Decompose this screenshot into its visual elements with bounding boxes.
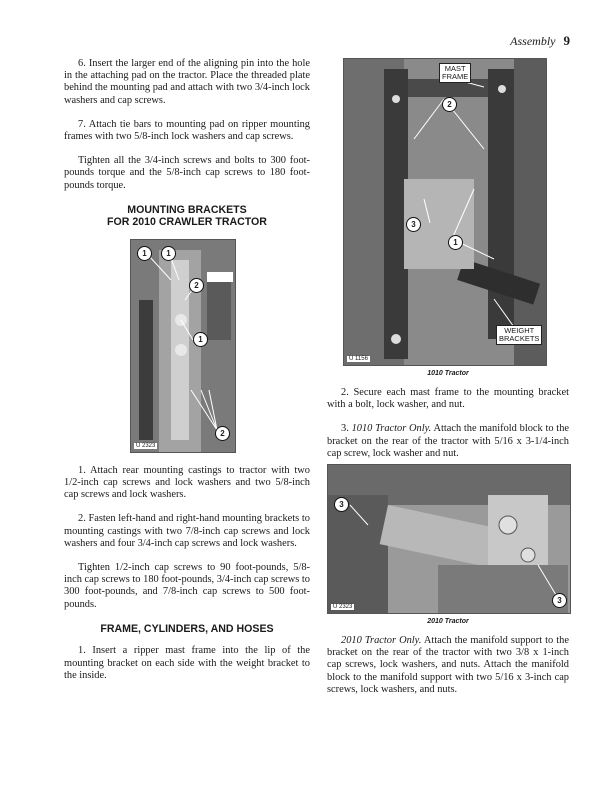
photo-code: U 2323	[333, 604, 353, 611]
right-column	[327, 58, 569, 708]
callout-3a: 3	[334, 497, 349, 512]
step-number: 3.	[341, 423, 352, 435]
heading-line-2: FOR 2010 CRAWLER TRACTOR	[107, 216, 267, 229]
step-1-paragraph: 1. Attach rear mounting castings to tractor with two 1/2-inch cap screws and lock washers and two 5/8-inch cap screws and lock washers.	[64, 464, 310, 501]
photo-caption-2010: 2010 Tractor	[427, 618, 469, 626]
label-line: FRAME	[442, 72, 469, 81]
callout-1c: 1	[193, 332, 208, 347]
frame-step-1-paragraph: 1. Insert a ripper mast frame into the lip of the mounting bracket on each side with the weight bracket to the inside.	[64, 645, 310, 681]
step-6-paragraph: 6. Insert the larger end of the aligning pin into the hole in the attaching pad on the tractor. Place the threaded plate behind the mounting pad and attach with two 3/4-inch lock washers and cap screws.	[64, 58, 310, 106]
photo-caption-1010: 1010 Tractor	[427, 370, 469, 377]
callout-1a: 1	[137, 246, 152, 261]
label-line: BRACKETS	[499, 334, 540, 343]
photo-illustration	[328, 465, 570, 613]
torque-paragraph: Tighten all the 3/4-inch screws and bolts to 300 foot-pounds torque and the 5/8-inch cap screws to 180 foot-pounds torque.	[64, 155, 310, 191]
tractor-only-label: 2010 Tractor Only.	[341, 635, 422, 647]
photo-code: U 2323	[136, 442, 156, 449]
mast-frame-label	[439, 63, 471, 83]
section-title: Assembly	[510, 34, 556, 48]
manifold-photo	[327, 464, 571, 614]
weight-brackets-label	[496, 325, 542, 345]
mounting-brackets-heading	[64, 204, 310, 229]
left-column	[64, 58, 310, 694]
step-text: Attach the manifold block to the bracket on the rear of the tractor with 5/16 x 3-1/4-inch cap screw, lock washer and nut.	[327, 423, 570, 459]
step-2-paragraph: 2. Fasten left-hand and right-hand mounting brackets to mounting castings with two 7/8-inch cap screws and lock washers and four 3/4-inch cap screws and lock washers.	[64, 513, 310, 549]
callout-1b: 1	[161, 246, 176, 261]
callout-3b: 3	[552, 593, 567, 608]
photo-code: U 1156	[349, 356, 368, 362]
step-3-paragraph	[327, 423, 569, 460]
page-header	[510, 33, 570, 49]
callout-1: 1	[448, 235, 463, 250]
page-number: 9	[563, 33, 570, 48]
heading-line-1: MOUNTING BRACKETS	[127, 203, 247, 216]
step-text: Attach the manifold support to the bracket on the rear of the tractor with two 3/8 x 1-inch cap screws, lock washers, and nuts. Attach the manifold block to the manifold support with two 5/16 x 3-inch cap screws, lock washers, and nuts.	[327, 635, 569, 695]
callout-2: 2	[442, 97, 457, 112]
mast-frame-photo	[343, 58, 547, 366]
label-line: MAST	[444, 64, 466, 73]
torque-2-paragraph: Tighten 1/2-inch cap screws to 90 foot-pounds, 5/8-inch cap screws to 180 foot-pounds, 3/4-inch cap screws to 300 foot-pounds, and 7/8-inch cap screws to 500 foot-pounds.	[64, 562, 310, 610]
callout-2b: 2	[215, 426, 230, 441]
mounting-bracket-photo	[130, 239, 236, 453]
tractor-only-label: 1010 Tractor Only.	[351, 423, 432, 435]
step-2010-paragraph	[327, 635, 569, 696]
callout-2a: 2	[189, 278, 204, 293]
frame-cylinders-heading: FRAME, CYLINDERS, AND HOSES	[100, 622, 274, 635]
step-2-secure-paragraph: 2. Secure each mast frame to the mounting bracket with a bolt, lock washer, and nut.	[327, 387, 569, 411]
label-line: WEIGHT	[504, 326, 535, 335]
callout-3: 3	[406, 217, 421, 232]
photo-illustration	[131, 240, 235, 452]
step-7-paragraph: 7. Attach tie bars to mounting pad on ripper mounting frames with two 5/8-inch lock washers and cap screws.	[64, 118, 310, 143]
